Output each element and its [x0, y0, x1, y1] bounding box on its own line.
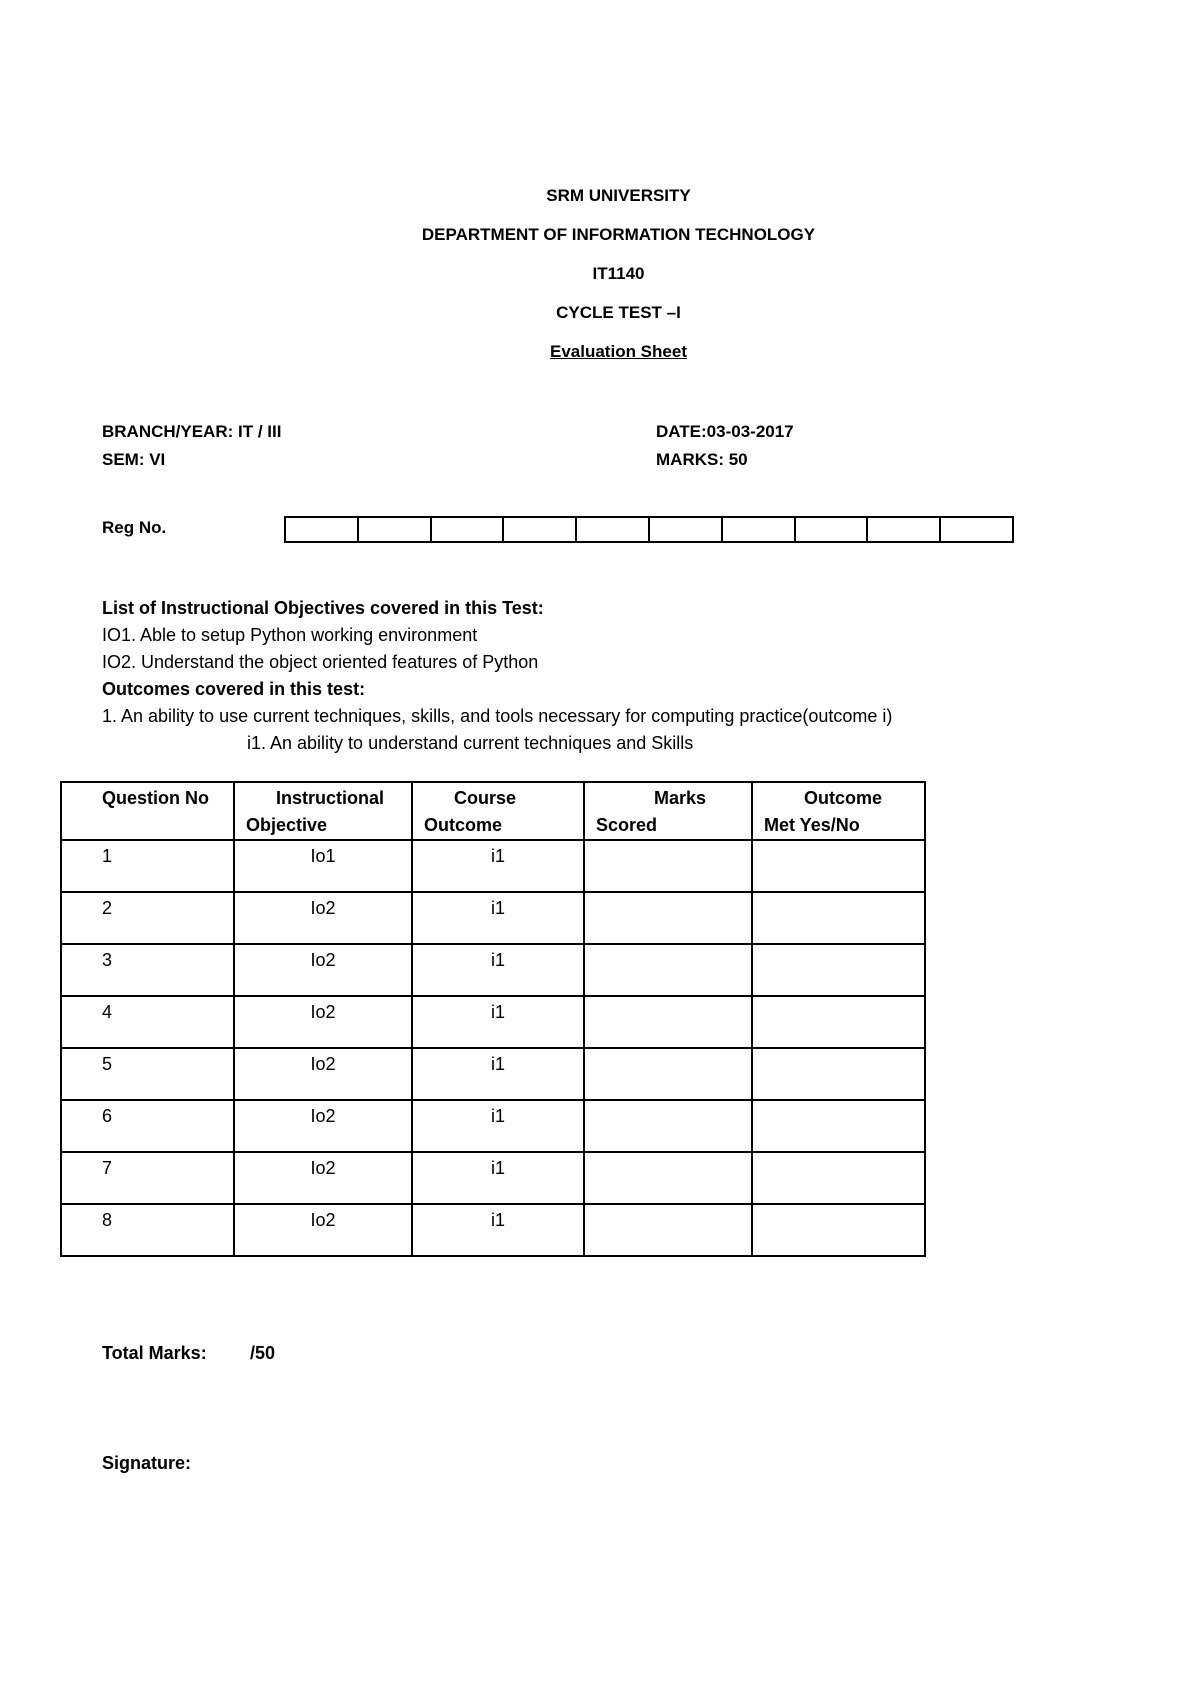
table-row [61, 996, 925, 1048]
reg-digit-box[interactable] [286, 518, 359, 541]
reg-digit-box[interactable] [432, 518, 505, 541]
semester: SEM: VI [102, 450, 166, 469]
cell-outcome-met[interactable] [752, 944, 925, 996]
cell-question-no: 2 [61, 892, 234, 944]
header-outcome-met: Outcome Met Yes/No [752, 782, 925, 840]
cell-question-no: 7 [61, 1152, 234, 1204]
cell-outcome: i1 [412, 892, 584, 944]
cell-outcome: i1 [412, 944, 584, 996]
reg-no-boxes[interactable] [284, 516, 1014, 543]
cell-outcome: i1 [412, 840, 584, 892]
cell-objective: Io2 [234, 996, 412, 1048]
cell-marks-scored[interactable] [584, 996, 752, 1048]
cell-outcome-met[interactable] [752, 1204, 925, 1256]
cell-objective: Io2 [234, 892, 412, 944]
exam-date: DATE:03-03-2017 [656, 422, 794, 441]
cell-outcome: i1 [412, 996, 584, 1048]
reg-digit-box[interactable] [359, 518, 432, 541]
signature-label: Signature: [102, 1453, 192, 1473]
objectives-heading: List of Instructional Objectives covered in this Test: [102, 598, 544, 618]
cell-question-no: 6 [61, 1100, 234, 1152]
cell-question-no: 4 [61, 996, 234, 1048]
cell-marks-scored[interactable] [584, 1100, 752, 1152]
cell-outcome-met[interactable] [752, 840, 925, 892]
outcomes-heading: Outcomes covered in this test: [102, 679, 366, 699]
reg-digit-box[interactable] [868, 518, 941, 541]
total-marks-value: /50 [250, 1343, 276, 1363]
university-title: SRM UNIVERSITY [546, 186, 691, 205]
cell-objective: Io2 [234, 944, 412, 996]
sheet-title: Evaluation Sheet [550, 342, 687, 361]
total-marks-label: Total Marks: [102, 1343, 207, 1363]
header-marks-scored: Marks Scored [584, 782, 752, 840]
table-row [61, 1204, 925, 1256]
cell-objective: Io1 [234, 840, 412, 892]
table-row [61, 944, 925, 996]
cell-outcome-met[interactable] [752, 1152, 925, 1204]
table-row [61, 892, 925, 944]
table-row [61, 1100, 925, 1152]
cell-objective: Io2 [234, 1048, 412, 1100]
objective-io2: IO2. Understand the object oriented features of Python [102, 652, 539, 672]
cell-question-no: 5 [61, 1048, 234, 1100]
table-header-row [61, 782, 925, 840]
cell-objective: Io2 [234, 1100, 412, 1152]
cell-marks-scored[interactable] [584, 892, 752, 944]
header-instructional-objective: Instructional Objective [234, 782, 412, 840]
cell-outcome-met[interactable] [752, 996, 925, 1048]
cell-outcome-met[interactable] [752, 892, 925, 944]
cell-marks-scored[interactable] [584, 1048, 752, 1100]
table-row [61, 1048, 925, 1100]
outcome-i1: i1. An ability to understand current techniques and Skills [247, 733, 694, 753]
max-marks: MARKS: 50 [656, 450, 748, 469]
test-name: CYCLE TEST –I [556, 303, 681, 322]
table-row [61, 1152, 925, 1204]
header-course-outcome: Course Outcome [412, 782, 584, 840]
cell-marks-scored[interactable] [584, 1152, 752, 1204]
reg-digit-box[interactable] [577, 518, 650, 541]
department-title: DEPARTMENT OF INFORMATION TECHNOLOGY [421, 225, 816, 244]
cell-marks-scored[interactable] [584, 944, 752, 996]
cell-outcome: i1 [412, 1048, 584, 1100]
reg-no-label: Reg No. [102, 518, 167, 537]
reg-digit-box[interactable] [723, 518, 796, 541]
cell-objective: Io2 [234, 1204, 412, 1256]
cell-outcome-met[interactable] [752, 1048, 925, 1100]
reg-digit-box[interactable] [941, 518, 1012, 541]
outcome-1: 1. An ability to use current techniques, skills, and tools necessary for computing practice(outcome i) [102, 706, 893, 726]
cell-outcome: i1 [412, 1152, 584, 1204]
objective-io1: IO1. Able to setup Python working environment [102, 625, 478, 645]
cell-question-no: 1 [61, 840, 234, 892]
table-row [61, 840, 925, 892]
cell-marks-scored[interactable] [584, 840, 752, 892]
branch-year: BRANCH/YEAR: IT / III [102, 422, 282, 441]
cell-outcome-met[interactable] [752, 1100, 925, 1152]
reg-digit-box[interactable] [650, 518, 723, 541]
evaluation-table [60, 781, 926, 1257]
reg-digit-box[interactable] [796, 518, 869, 541]
cell-question-no: 8 [61, 1204, 234, 1256]
reg-digit-box[interactable] [504, 518, 577, 541]
cell-marks-scored[interactable] [584, 1204, 752, 1256]
cell-outcome: i1 [412, 1204, 584, 1256]
course-code: IT1140 [592, 264, 645, 283]
cell-question-no: 3 [61, 944, 234, 996]
cell-outcome: i1 [412, 1100, 584, 1152]
header-question-no: Question No [61, 782, 234, 840]
cell-objective: Io2 [234, 1152, 412, 1204]
